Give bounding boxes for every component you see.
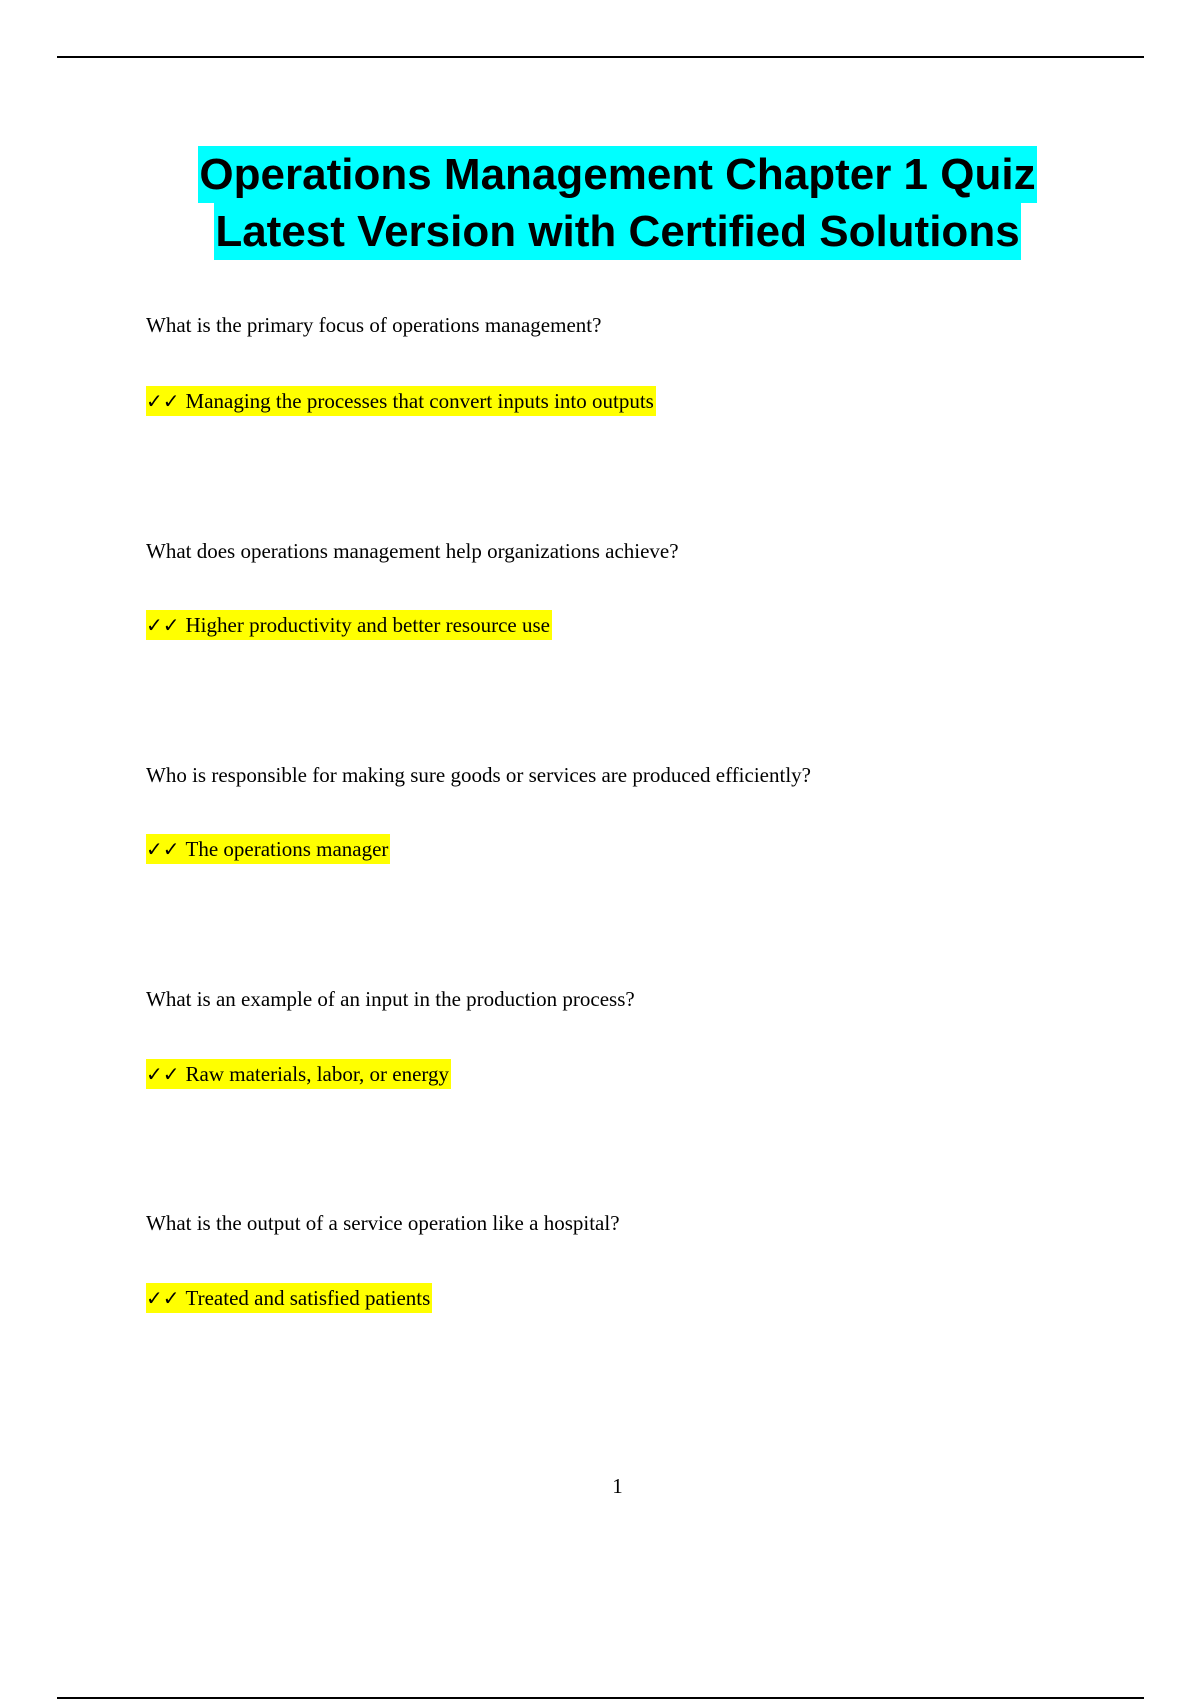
footer-rule [57,1697,1144,1699]
answer-label: Managing the processes that convert inputs into outputs [185,389,654,413]
answer-label: The operations manager [185,837,389,861]
document-title [0,146,1200,260]
title-line-2: Latest Version with Certified Solutions [214,203,1020,260]
answer-text [146,386,656,416]
title-line-1: Operations Management Chapter 1 Quiz [198,146,1036,203]
answer-text [146,1283,432,1313]
question-text: What is the primary focus of operations management? [146,313,602,337]
answer-text [146,834,390,864]
check-icon: ✓✓ [146,837,180,861]
header-rule [57,56,1144,58]
check-icon: ✓✓ [146,613,180,637]
check-icon: ✓✓ [146,1286,180,1310]
answer-label: Treated and satisfied patients [185,1286,431,1310]
page-number: 1 [612,1474,623,1498]
question-text: What is the output of a service operation like a hospital? [146,1211,620,1235]
answer-text [146,610,552,640]
answer-label: Higher productivity and better resource use [185,613,550,637]
question-text: What does operations management help organizations achieve? [146,539,679,563]
answer-label: Raw materials, labor, or energy [185,1062,450,1086]
check-icon: ✓✓ [146,389,180,413]
check-icon: ✓✓ [146,1062,180,1086]
question-text: Who is responsible for making sure goods or services are produced efficiently? [146,763,811,787]
question-text: What is an example of an input in the production process? [146,987,635,1011]
answer-text [146,1059,451,1089]
